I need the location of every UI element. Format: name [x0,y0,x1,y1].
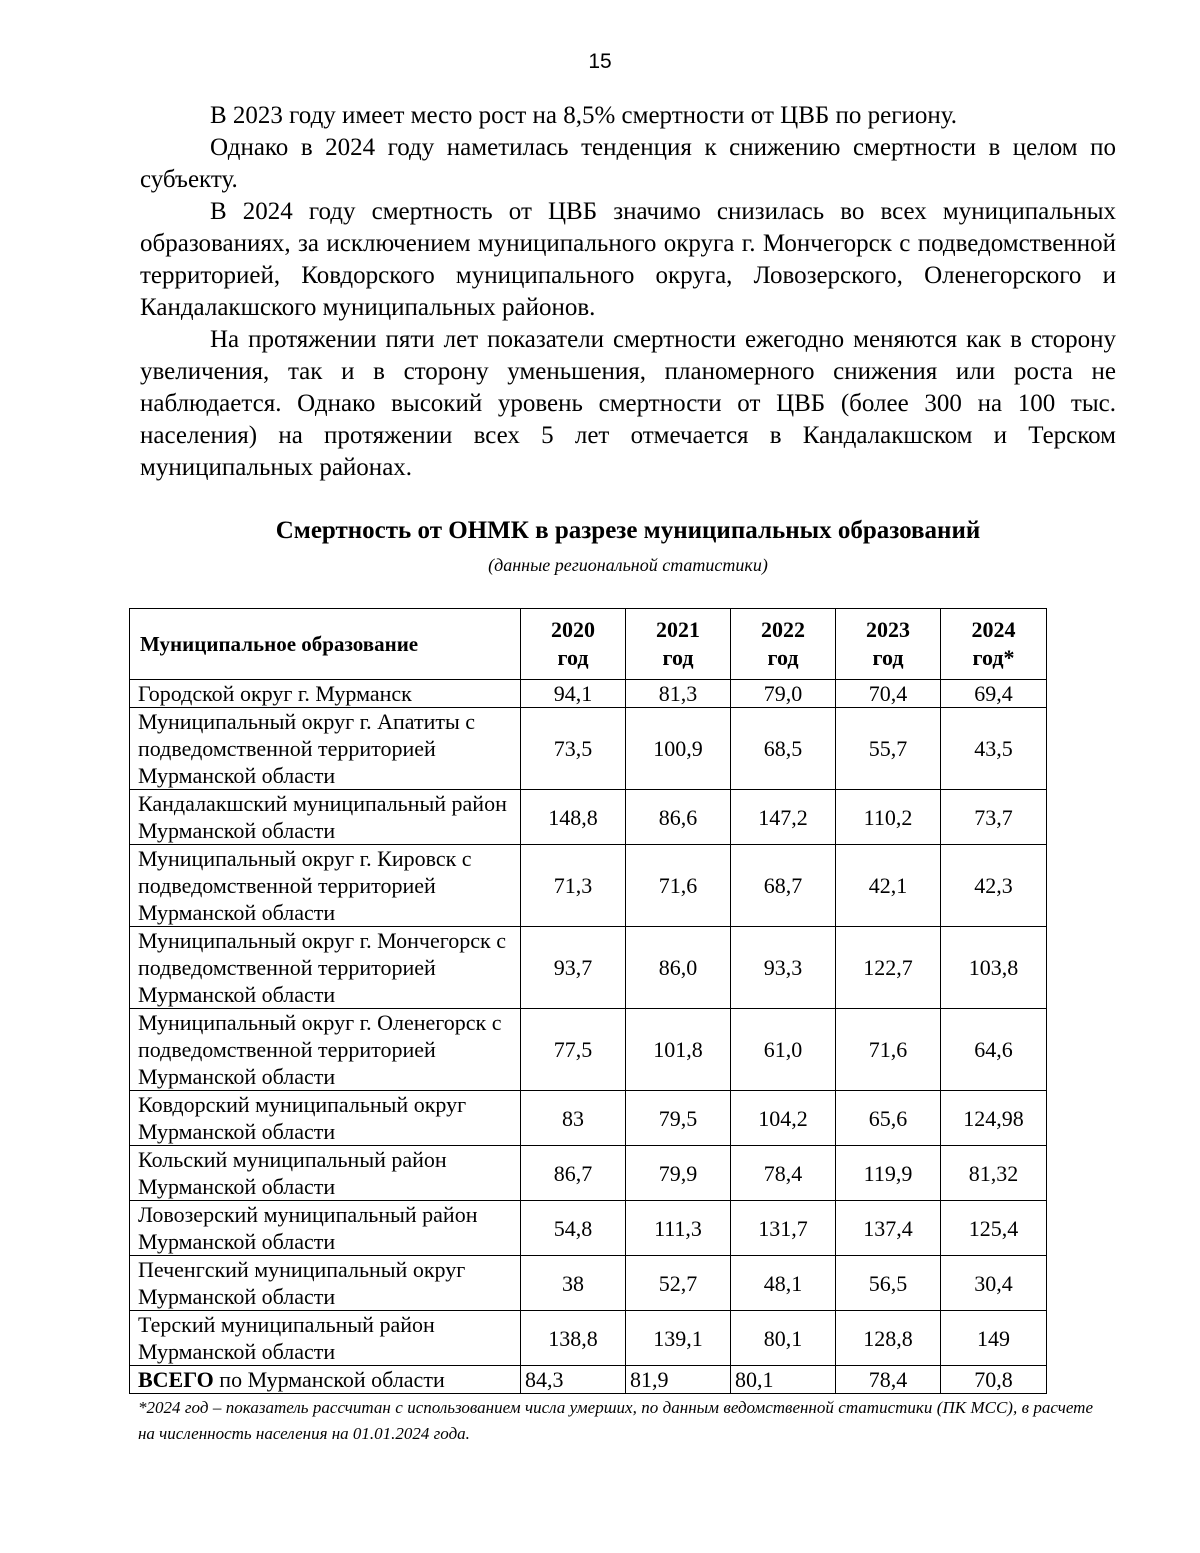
table-cell: 101,8 [626,1009,731,1091]
table-cell: 56,5 [836,1256,941,1311]
table-row [130,708,1047,790]
table-title: Смертность от ОНМК в разрезе муниципальных образований [275,517,981,544]
table-cell: 68,5 [731,708,836,790]
table-cell: 79,9 [626,1146,731,1201]
table-cell: 110,2 [836,790,941,845]
table-subtitle: (данные региональной статистики) [488,555,768,575]
row-name: Муниципальный округ г. Апатиты с подведомственной территорией Мурманской области [130,708,521,790]
paragraph: Однако в 2024 году наметилась тенденция к снижению смертности в целом по субъекту. [140,134,1116,193]
table-cell: 55,7 [836,708,941,790]
table-cell: 77,5 [521,1009,626,1091]
table-cell: 81,9 [626,1366,731,1394]
table-cell: 84,3 [521,1366,626,1394]
table-cell: 30,4 [941,1256,1047,1311]
table-cell: 38 [521,1256,626,1311]
table-cell: 139,1 [626,1311,731,1366]
table-row [130,927,1047,1009]
row-name: Муниципальный округ г. Кировск с подведомственной территорией Мурманской области [130,845,521,927]
table-body [130,680,1047,1366]
row-name: Ковдорский муниципальный округ Мурманской области [130,1091,521,1146]
table-cell: 80,1 [731,1366,836,1394]
row-name: Муниципальный округ г. Оленегорск с подведомственной территорией Мурманской области [130,1009,521,1091]
footnote: *2024 год – показатель рассчитан с использованием числа умерших, по данным ведомственной статистики (ПК МСС), в расчете на численность населения на 01.01.2024 года. [138,1398,1093,1443]
table-cell: 100,9 [626,708,731,790]
header-name: Муниципальное образование [130,609,521,680]
row-name: Кандалакшский муниципальный район Мурманской области [130,790,521,845]
table-row [130,790,1047,845]
table-row [130,680,1047,708]
table-row [130,1201,1047,1256]
table-cell: 61,0 [731,1009,836,1091]
table-row [130,1311,1047,1366]
table-cell: 104,2 [731,1091,836,1146]
row-name: Печенгский муниципальный округ Мурманской области [130,1256,521,1311]
row-name: Муниципальный округ г. Мончегорск с подведомственной территорией Мурманской области [130,927,521,1009]
table-cell: 122,7 [836,927,941,1009]
table-cell: 64,6 [941,1009,1047,1091]
table-cell: 71,3 [521,845,626,927]
header-year: 2024 год* [941,609,1047,680]
table-cell: 83 [521,1091,626,1146]
header-year: 2021 год [626,609,731,680]
table-cell: 81,3 [626,680,731,708]
table-cell: 94,1 [521,680,626,708]
table-cell: 68,7 [731,845,836,927]
table-cell: 86,0 [626,927,731,1009]
table-cell: 125,4 [941,1201,1047,1256]
table-cell: 124,98 [941,1091,1047,1146]
table-cell: 71,6 [836,1009,941,1091]
page-number: 15 [588,50,612,73]
table-cell: 54,8 [521,1201,626,1256]
total-label: ВСЕГО по Мурманской области [130,1366,521,1394]
table-cell: 71,6 [626,845,731,927]
row-name: Ловозерский муниципальный район Мурманской области [130,1201,521,1256]
table-header-row [130,609,1047,680]
table-cell: 70,8 [941,1366,1047,1394]
table-cell: 69,4 [941,680,1047,708]
row-name: Терский муниципальный район Мурманской области [130,1311,521,1366]
table-cell: 147,2 [731,790,836,845]
table-cell: 137,4 [836,1201,941,1256]
table-cell: 119,9 [836,1146,941,1201]
table-cell: 81,32 [941,1146,1047,1201]
table-cell: 70,4 [836,680,941,708]
header-year: 2020 год [521,609,626,680]
table-row [130,1146,1047,1201]
table-cell: 79,5 [626,1091,731,1146]
paragraph: На протяжении пяти лет показатели смертности ежегодно меняются как в сторону увеличения, так и в сторону уменьшения, планомерного снижения или роста не наблюдается. Однако высокий уровень смертности от ЦВБ (более 300 на 100 тыс. населения) на протяжении всех 5 лет отмечается в Кандалакшском и Терском муниципальных районах. [140,326,1116,481]
table-cell: 131,7 [731,1201,836,1256]
table-cell: 148,8 [521,790,626,845]
table-cell: 93,3 [731,927,836,1009]
table-total-row [130,1366,1047,1394]
table-cell: 78,4 [836,1366,941,1394]
table-cell: 128,8 [836,1311,941,1366]
paragraph: В 2024 году смертность от ЦВБ значимо снизилась во всех муниципальных образованиях, за исключением муниципального округа г. Мончегорск с подведомственной территорией, Ковдорского муниципального округа, Ловозерского, Оленегорского и Кандалакшского муниципальных районов. [140,198,1116,321]
table-cell: 111,3 [626,1201,731,1256]
table-cell: 86,7 [521,1146,626,1201]
table-cell: 149 [941,1311,1047,1366]
table-cell: 80,1 [731,1311,836,1366]
body-text [140,100,1116,484]
table-row [130,1091,1047,1146]
table-cell: 73,5 [521,708,626,790]
table-cell: 43,5 [941,708,1047,790]
header-year: 2023 год [836,609,941,680]
header-year: 2022 год [731,609,836,680]
table-cell: 86,6 [626,790,731,845]
table-cell: 42,3 [941,845,1047,927]
paragraph: В 2023 году имеет место рост на 8,5% смертности от ЦВБ по региону. [210,102,957,129]
row-name: Кольский муниципальный район Мурманской области [130,1146,521,1201]
table-cell: 65,6 [836,1091,941,1146]
table-row [130,1009,1047,1091]
table-cell: 42,1 [836,845,941,927]
table-cell: 79,0 [731,680,836,708]
mortality-table [129,608,1047,1394]
table-row [130,845,1047,927]
table-row [130,1256,1047,1311]
table-cell: 73,7 [941,790,1047,845]
table-cell: 93,7 [521,927,626,1009]
table-cell: 48,1 [731,1256,836,1311]
table-cell: 103,8 [941,927,1047,1009]
row-name: Городской округ г. Мурманск [130,680,521,708]
table-cell: 138,8 [521,1311,626,1366]
table-cell: 52,7 [626,1256,731,1311]
table-cell: 78,4 [731,1146,836,1201]
